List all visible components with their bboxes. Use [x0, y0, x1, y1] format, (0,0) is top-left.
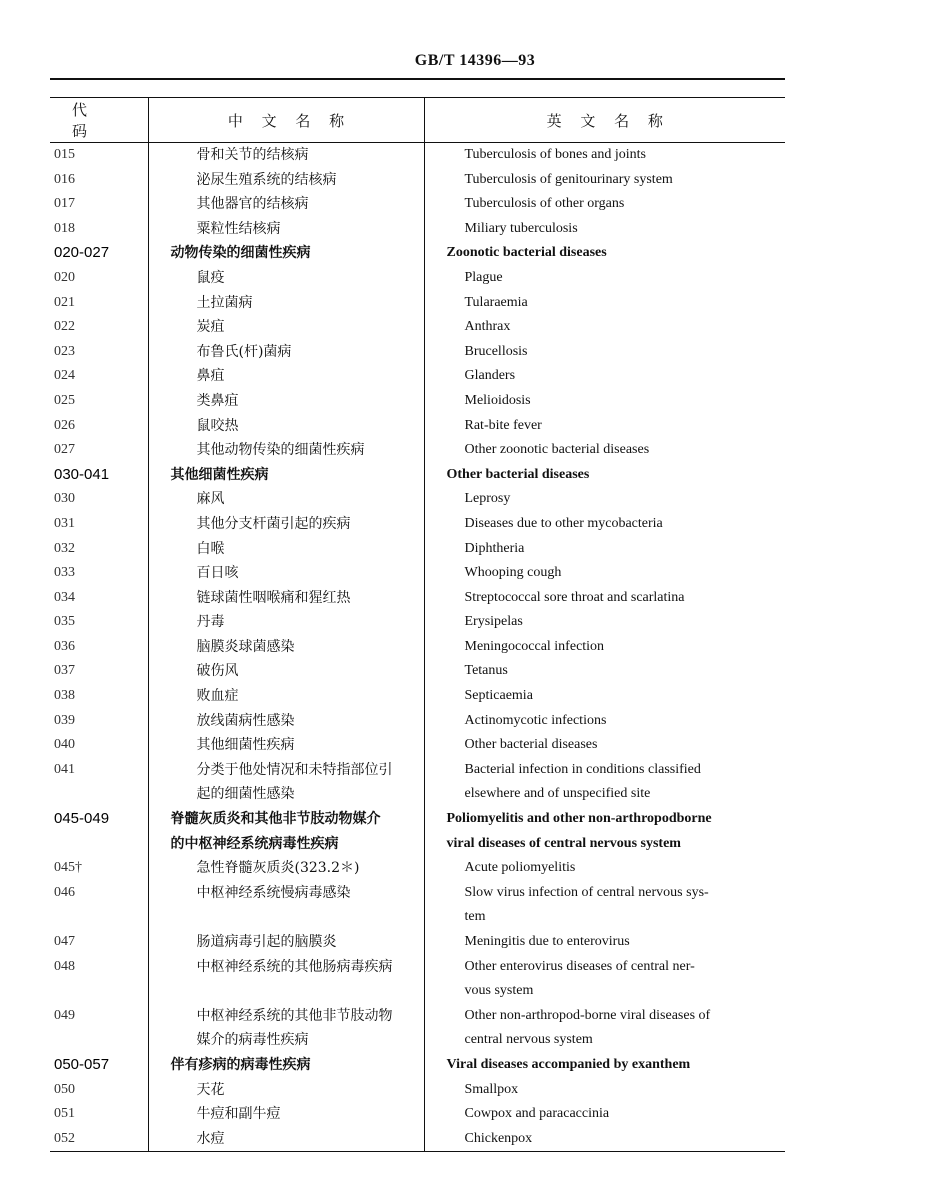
- table-row: [50, 684, 785, 709]
- code-cell: 021: [54, 294, 75, 310]
- code-cell: 035: [54, 614, 75, 630]
- code-cell: 039: [54, 712, 75, 728]
- code-cell: 050: [54, 1081, 75, 1097]
- english-name-cell: Poliomyelitis and other non-arthropodborne: [446, 811, 712, 827]
- table-row: [50, 217, 785, 242]
- chinese-name-cell: 脊髓灰质炎和其他非节肢动物媒介: [148, 807, 424, 832]
- chinese-name-cell: 分类于他处情况和未特指部位引: [148, 758, 424, 783]
- chinese-name-cell: 鼻疽: [148, 364, 424, 389]
- table-row: [50, 955, 785, 980]
- code-cell: 026: [54, 417, 75, 433]
- code-cell: 034: [54, 589, 75, 605]
- english-name-cell: Streptococcal sore throat and scarlatina: [464, 589, 685, 605]
- english-name-cell: Melioidosis: [464, 392, 531, 408]
- chinese-name-cell: 鼠疫: [148, 266, 424, 291]
- table-row: [50, 487, 785, 512]
- english-name-cell: Tuberculosis of other organs: [464, 196, 625, 212]
- code-cell: [50, 905, 148, 930]
- table-row: [50, 586, 785, 611]
- english-name-cell: Whooping cough: [464, 565, 562, 581]
- table-row: [50, 414, 785, 439]
- code-cell: [50, 1028, 148, 1053]
- table-row: [50, 709, 785, 734]
- english-name-cell: Diphtheria: [464, 540, 525, 556]
- code-cell: 048: [54, 958, 75, 974]
- chinese-name-cell: 其他细菌性疾病: [148, 463, 424, 488]
- table-row: [50, 340, 785, 365]
- code-cell: 036: [54, 638, 75, 654]
- group-row: [50, 807, 785, 832]
- code-cell: 037: [54, 663, 75, 679]
- code-cell: 041: [54, 761, 75, 777]
- table-row: [50, 979, 785, 1004]
- code-cell: 049: [54, 1007, 75, 1023]
- table-row: [50, 610, 785, 635]
- table-row: [50, 758, 785, 783]
- english-name-cell: Chickenpox: [424, 1127, 785, 1152]
- chinese-name-cell: 中枢神经系统的其他肠病毒疾病: [148, 955, 424, 980]
- chinese-name-cell: [148, 905, 424, 930]
- english-name-cell: Other enterovirus diseases of central ner-: [464, 958, 695, 974]
- chinese-name-cell: 动物传染的细菌性疾病: [148, 241, 424, 266]
- chinese-name-cell: 起的细菌性感染: [148, 782, 424, 807]
- chinese-name-cell: 百日咳: [148, 561, 424, 586]
- chinese-name-cell: 其他细菌性疾病: [148, 733, 424, 758]
- table-row: [50, 512, 785, 537]
- english-name-cell: Zoonotic bacterial diseases: [446, 245, 607, 261]
- chinese-name-cell: 其他动物传染的细菌性疾病: [148, 438, 424, 463]
- table-row: [50, 364, 785, 389]
- chinese-name-cell: 的中枢神经系统病毒性疾病: [148, 832, 424, 857]
- chinese-name-cell: 天花: [148, 1078, 424, 1103]
- code-cell: 051: [54, 1106, 75, 1122]
- document-header: GB/T 14396—93: [414, 52, 536, 69]
- code-cell: 047: [54, 934, 75, 949]
- table-row: [50, 1028, 785, 1053]
- english-name-cell: Anthrax: [464, 319, 511, 335]
- group-row: [50, 832, 785, 857]
- code-cell: 022: [54, 319, 75, 335]
- chinese-name-cell: 牛痘和副牛痘: [148, 1102, 424, 1127]
- column-header-english-name: 英 文 名 称: [424, 98, 785, 143]
- english-name-cell: Meningitis due to enterovirus: [464, 934, 630, 949]
- chinese-name-cell: 破伤风: [148, 659, 424, 684]
- table-row: [50, 1004, 785, 1029]
- code-cell: [50, 979, 148, 1004]
- english-name-cell: Erysipelas: [464, 614, 523, 630]
- code-cell: 016: [54, 171, 75, 187]
- chinese-name-cell: 中枢神经系统慢病毒感染: [148, 881, 424, 906]
- code-cell: 032: [54, 540, 75, 556]
- table-row: [50, 438, 785, 463]
- chinese-name-cell: 肠道病毒引起的脑膜炎: [148, 930, 424, 955]
- english-name-cell: elsewhere and of unspecified site: [464, 786, 651, 802]
- chinese-name-cell: 白喉: [148, 537, 424, 562]
- group-row: [50, 1053, 785, 1078]
- chinese-name-cell: 类鼻疽: [148, 389, 424, 414]
- chinese-name-cell: 伴有疹病的病毒性疾病: [148, 1053, 424, 1078]
- table-header-row: [50, 98, 785, 143]
- table-row: [50, 905, 785, 930]
- table-row: [50, 561, 785, 586]
- code-cell: 015: [54, 147, 75, 162]
- english-name-cell: Tuberculosis of bones and joints: [464, 147, 646, 162]
- code-cell: 030: [54, 491, 75, 507]
- english-name-cell: Tetanus: [464, 663, 508, 679]
- english-name-cell: Bacterial infection in conditions classified: [464, 761, 701, 777]
- code-cell: 038: [54, 688, 75, 704]
- english-name-cell: Glanders: [464, 368, 516, 384]
- table-row: [50, 537, 785, 562]
- group-row: [50, 241, 785, 266]
- english-name-cell: Other zoonotic bacterial diseases: [464, 442, 650, 458]
- code-cell: [50, 782, 148, 807]
- code-cell: 033: [54, 565, 75, 581]
- code-cell: 025: [54, 392, 75, 408]
- code-cell: 052: [50, 1127, 148, 1152]
- chinese-name-cell: 炭疽: [148, 315, 424, 340]
- chinese-name-cell: 链球菌性咽喉痛和猩红热: [148, 586, 424, 611]
- english-name-cell: Plague: [464, 269, 503, 285]
- table-row: [50, 168, 785, 193]
- english-name-cell: Meningococcal infection: [464, 638, 605, 654]
- table-row: [50, 315, 785, 340]
- header-rule: [50, 78, 785, 80]
- table-row: [50, 389, 785, 414]
- chinese-name-cell: 脑膜炎球菌感染: [148, 635, 424, 660]
- table-row: [50, 1127, 785, 1152]
- disease-code-table: [50, 97, 785, 1152]
- code-cell: 046: [54, 884, 75, 900]
- english-name-cell: Cowpox and paracaccinia: [464, 1106, 610, 1122]
- english-name-cell: viral diseases of central nervous system: [446, 835, 681, 851]
- table-row: [50, 266, 785, 291]
- english-name-cell: tem: [464, 909, 486, 925]
- code-cell: 024: [54, 368, 75, 384]
- english-name-cell: Miliary tuberculosis: [464, 220, 578, 236]
- table-row: [50, 1078, 785, 1103]
- chinese-name-cell: 其他分支杆菌引起的疾病: [148, 512, 424, 537]
- chinese-name-cell: 丹毒: [148, 610, 424, 635]
- chinese-name-cell: 其他器官的结核病: [148, 192, 424, 217]
- table-row: [50, 659, 785, 684]
- chinese-name-cell: 泌尿生殖系统的结核病: [148, 168, 424, 193]
- english-name-cell: central nervous system: [464, 1032, 593, 1048]
- chinese-name-cell: [148, 979, 424, 1004]
- code-cell: 017: [54, 196, 75, 212]
- english-name-cell: Other bacterial diseases: [464, 737, 598, 753]
- english-name-cell: Other non-arthropod-borne viral diseases of: [464, 1007, 711, 1023]
- english-name-cell: Brucellosis: [464, 343, 528, 359]
- table-row: [50, 635, 785, 660]
- table-row: [50, 930, 785, 955]
- code-cell: 031: [54, 515, 75, 531]
- code-cell: 030-041: [54, 465, 110, 483]
- table-row: [50, 856, 785, 881]
- chinese-name-cell: 败血症: [148, 684, 424, 709]
- code-cell: 045†: [54, 860, 82, 876]
- chinese-name-cell: 鼠咬热: [148, 414, 424, 439]
- english-name-cell: Leprosy: [464, 491, 511, 507]
- code-cell: 027: [54, 442, 75, 458]
- code-cell: 020: [54, 269, 75, 285]
- chinese-name-cell: 粟粒性结核病: [148, 217, 424, 242]
- chinese-name-cell: 媒介的病毒性疾病: [148, 1028, 424, 1053]
- table-row: [50, 782, 785, 807]
- chinese-name-cell: 麻风: [148, 487, 424, 512]
- column-header-chinese-name: 中 文 名 称: [148, 98, 424, 143]
- english-name-cell: Other bacterial diseases: [446, 466, 590, 482]
- english-name-cell: Diseases due to other mycobacteria: [464, 515, 663, 531]
- english-name-cell: vous system: [464, 983, 534, 999]
- english-name-cell: Tuberculosis of genitourinary system: [464, 171, 673, 187]
- chinese-name-cell: 骨和关节的结核病: [148, 143, 424, 168]
- english-name-cell: Smallpox: [464, 1081, 519, 1097]
- chinese-name-cell: 中枢神经系统的其他非节肢动物: [148, 1004, 424, 1029]
- english-name-cell: Acute poliomyelitis: [464, 860, 576, 876]
- group-row: [50, 463, 785, 488]
- code-cell: 020-027: [54, 244, 110, 262]
- english-name-cell: Slow virus infection of central nervous sys-: [464, 884, 709, 900]
- english-name-cell: Viral diseases accompanied by exanthem: [446, 1056, 691, 1072]
- chinese-name-cell: 布鲁氏(杆)菌病: [148, 340, 424, 365]
- chinese-name-cell: 土拉菌病: [148, 291, 424, 316]
- english-name-cell: Actinomycotic infections: [464, 712, 607, 728]
- table-row: [50, 291, 785, 316]
- chinese-name-cell: 急性脊髓灰质炎(323.2＊): [148, 856, 424, 881]
- chinese-name-cell: 水痘: [148, 1127, 424, 1152]
- code-cell: 050-057: [54, 1055, 110, 1073]
- table-row: [50, 192, 785, 217]
- code-cell: 023: [54, 343, 75, 359]
- code-cell: 018: [54, 220, 75, 236]
- english-name-cell: Rat-bite fever: [464, 417, 542, 433]
- code-cell: [50, 832, 148, 857]
- column-header-code: 代 码: [50, 98, 148, 143]
- code-cell: 040: [54, 737, 75, 753]
- table-row: [50, 143, 785, 168]
- table-row: [50, 733, 785, 758]
- chinese-name-cell: 放线菌病性感染: [148, 709, 424, 734]
- table-row: [50, 881, 785, 906]
- code-cell: 045-049: [54, 810, 110, 828]
- table-row: [50, 1102, 785, 1127]
- english-name-cell: Tularaemia: [464, 294, 528, 310]
- english-name-cell: Septicaemia: [464, 688, 533, 704]
